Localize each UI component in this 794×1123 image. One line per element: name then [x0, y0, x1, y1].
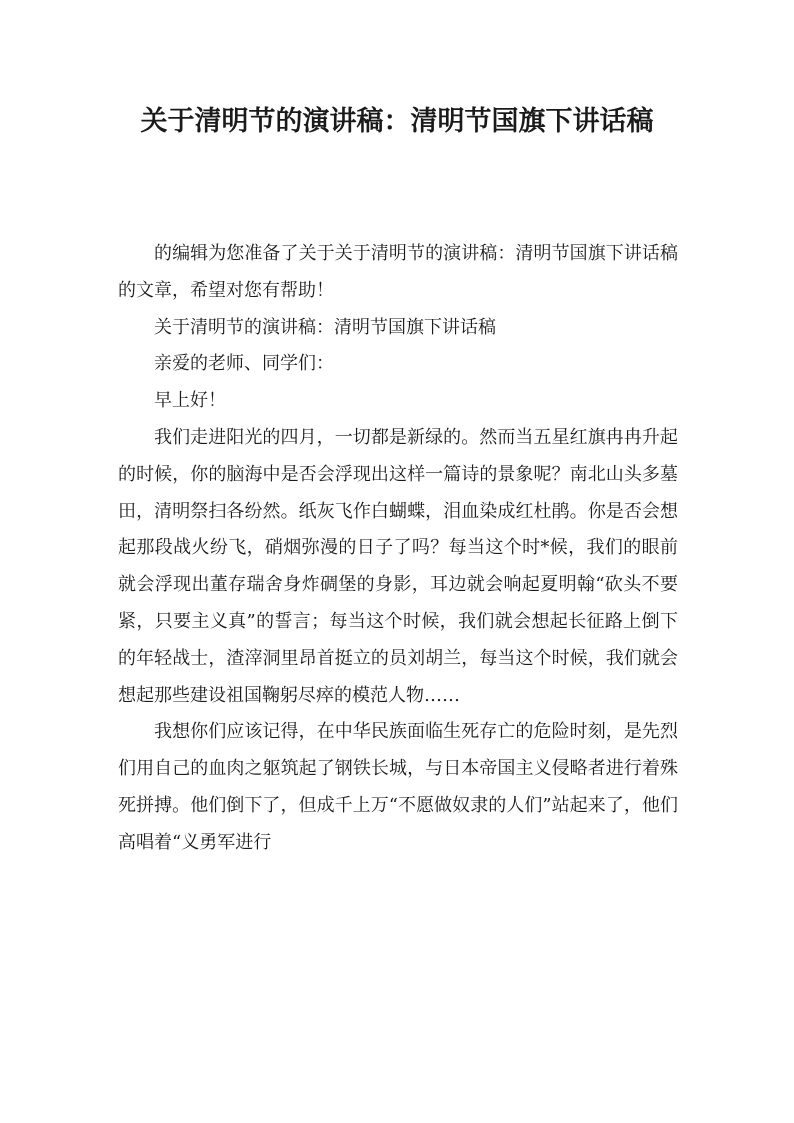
salutation: 亲爱的老师、同学们： — [154, 353, 334, 375]
intro-paragraph: 的编辑为您准备了关于关于清明节的演讲稿：清明节国旗下讲话稿的文章，希望对您有帮助！ — [118, 243, 678, 301]
body-paragraph: 我想你们应该记得，在中华民族面临生死存亡的危险时刻，是先烈们用自己的血肉之躯筑起了钢铁长城，与日本帝国主义侵略者进行着殊死拼搏。他们倒下了，但成千上万“不愿做奴隶的人们”站起来了，他们高唱着“义勇军进行 — [118, 721, 678, 853]
greeting: 早上好！ — [154, 390, 226, 412]
speech-heading: 关于清明节的演讲稿：清明节国旗下讲话稿 — [154, 316, 496, 338]
document-body — [118, 236, 678, 862]
body-paragraph: 我们走进阳光的四月，一切都是新绿的。然而当五星红旗冉冉升起的时候，你的脑海中是否会浮现出这样一篇诗的景象呢？南北山头多墓田，清明祭扫各纷然。纸灰飞作白蝴蝶，泪血染成红杜鹃。你是否会想起那段战火纷飞，硝烟弥漫的日子了吗？每当这个时*候，我们的眼前就会浮现出董存瑞舍身炸碉堡的身影，耳边就会响起夏明翰“砍头不要紧，只要主义真”的誓言；每当这个时候，我们就会想起长征路上倒下的年轻战士，渣滓洞里昂首挺立的员刘胡兰，每当这个时候，我们就会想起那些建设祖国鞠躬尽瘁的模范人物…… — [118, 426, 678, 706]
document-title: 关于清明节的演讲稿：清明节国旗下讲话稿 — [140, 106, 654, 137]
